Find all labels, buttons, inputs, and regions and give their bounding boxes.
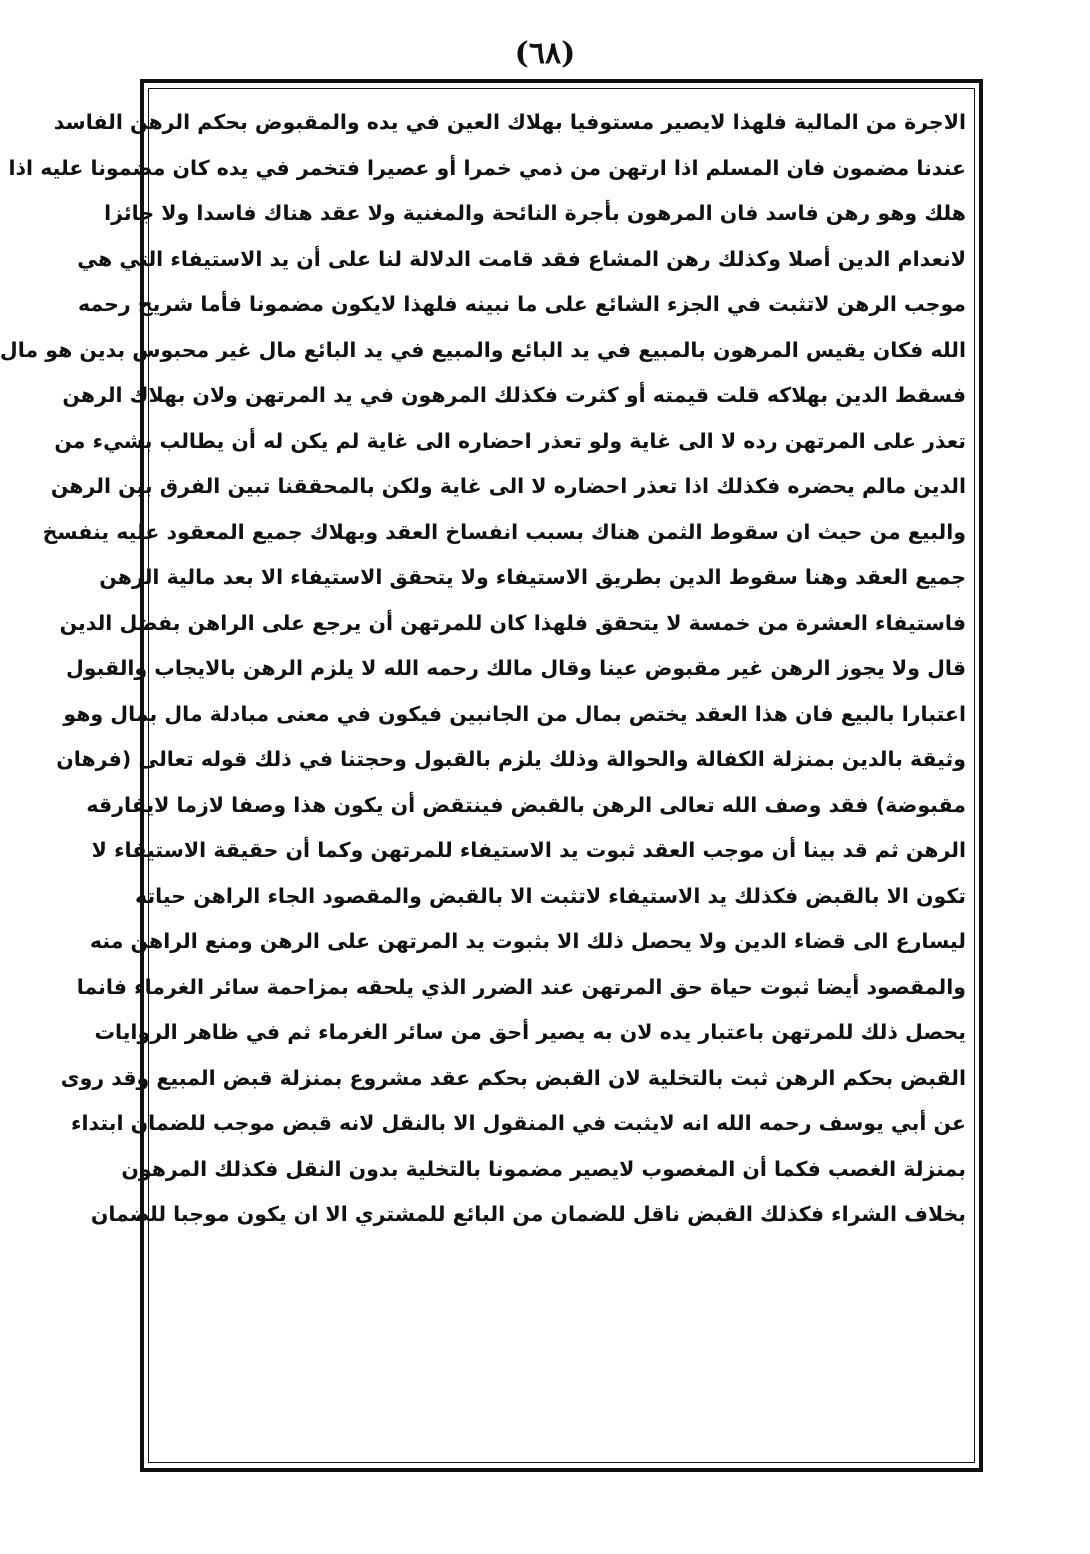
text-line: فسقط الدين بهلاكه قلت قيمته أو كثرت فكذلك المرهون في يد المرتهن ولان بهلاك الرهن <box>62 383 966 407</box>
text-line: موجب الرهن لاتثبت في الجزء الشائع على ما نبينه فلهذا لايكون مضمونا فأما شريح رحمه <box>77 292 966 316</box>
text-line: الدين مالم يحضره فكذلك اذا تعذر احضاره لا الى غاية ولكن بالمحققنا تبين الفرق بين الرهن <box>50 474 966 498</box>
text-line: بمنزلة الغصب فكما أن المغصوب لايصير مضمونا بالتخلية بدون النقل فكذلك المرهون <box>121 1156 966 1181</box>
text-line: الله فكان يقيس المرهون بالمبيع في يد البائع والمبيع في يد البائع مال غير محبوس بدين هو مال <box>0 337 966 362</box>
text-line: قال ولا يجوز الرهن غير مقبوض عينا وقال مالك رحمه الله لا يلزم الرهن بالايجاب والقبول <box>65 656 966 680</box>
text-line: جميع العقد وهنا سقوط الدين بطريق الاستيفاء ولا يتحقق الاستيفاء الا بعد مالية الرهن <box>99 565 966 589</box>
page-number: (٦٨) <box>514 36 576 71</box>
text-line: وثيقة بالدين بمنزلة الكفالة والحوالة وذلك يلزم بالقبول وحجتنا في ذلك قوله تعالى (فرهان <box>56 747 966 771</box>
text-line: اعتبارا بالبيع فان هذا العقد يختص بمال من الجانبين فيكون في معنى مبادلة مال بمال وهو <box>63 701 966 726</box>
text-line: هلك وهو رهن فاسد فان المرهون بأجرة النائحة والمغنية ولا عقد هناك فاسدا ولا جائزا <box>104 201 966 225</box>
text-line: فاستيفاء العشرة من خمسة لا يتحقق فلهذا كان للمرتهن أن يرجع على الراهن بفضل الدين <box>59 610 966 635</box>
text-line: الرهن ثم قد بينا أن موجب العقد ثبوت يد الاستيفاء للمرتهن وكما أن حقيقة الاستيفاء لا <box>91 838 966 862</box>
text-line: عن أبي يوسف رحمه الله انه لايثبت في المنقول الا بالنقل لانه قبض موجب للضمان ابتداء <box>71 1111 966 1135</box>
text-line: تعذر على المرتهن رده لا الى غاية ولو تعذر احضاره الى غاية لم يكن له أن يطالب بشيء من <box>54 428 966 453</box>
text-body <box>0 100 966 1456</box>
text-line: والبيع من حيث ان سقوط الثمن هناك بسبب انفساخ العقد وبهلاك جميع المعقود عليه ينفسخ <box>42 519 966 544</box>
text-line: عندنا مضمون فان المسلم اذا ارتهن من ذمي خمرا أو عصيرا فتخمر في يده كان مضمونا عليه اذا <box>8 155 966 180</box>
text-line: ليسارع الى قضاء الدين ولا يحصل ذلك الا بثبوت يد المرتهن على الرهن ومنع الراهن منه <box>89 929 966 953</box>
text-line: تكون الا بالقبض فكذلك يد الاستيفاء لاتثبت الا بالقبض والمقصود الجاء الراهن حياته <box>135 883 966 908</box>
text-line: يحصل ذلك للمرتهن باعتبار يده لان به يصير أحق من سائر الغرماء ثم في ظاهر الروايات <box>94 1020 966 1044</box>
text-line: لانعدام الدين أصلا وكذلك رهن المشاع فقد قامت الدلالة لنا على أن يد الاستيفاء التي هي <box>77 246 966 271</box>
text-line: بخلاف الشراء فكذلك القبض ناقل للضمان من البائع للمشتري الا ان يكون موجبا للضمان <box>90 1202 966 1226</box>
text-line: والمقصود أيضا ثبوت حياة حق المرتهن عند الضرر الذي يلحقه بمزاحمة سائر الغرماء فانما <box>76 974 966 999</box>
text-line: القبض بحكم الرهن ثبت بالتخلية لان القبض بحكم عقد مشروع بمنزلة قبض المبيع وقد روى <box>60 1065 966 1090</box>
text-line: الاجرة من المالية فلهذا لايصير مستوفيا بهلاك العين في يده والمقبوض بحكم الرهن الفاسد <box>53 110 966 134</box>
text-line: مقبوضة) فقد وصف الله تعالى الرهن بالقبض فينتقض أن يكون هذا وصفا لازما لايفارقه <box>86 792 966 817</box>
